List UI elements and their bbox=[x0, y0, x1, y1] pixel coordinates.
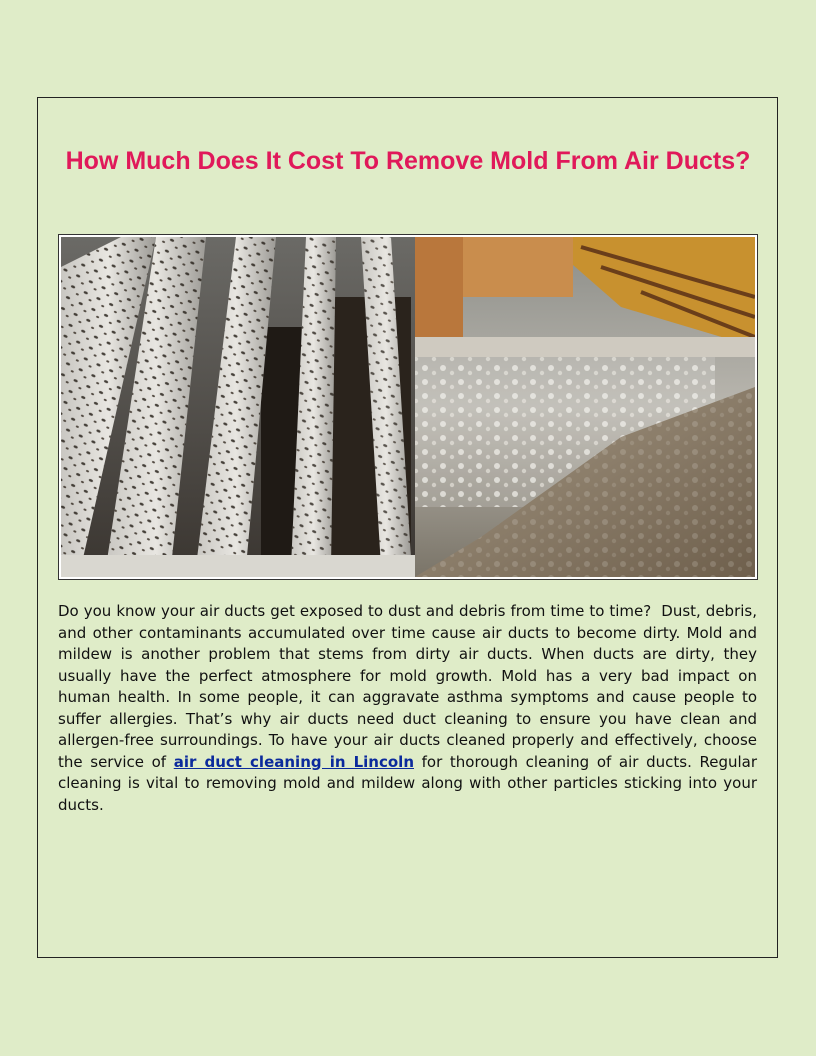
air-duct-cleaning-link[interactable]: air duct cleaning in Lincoln bbox=[173, 752, 415, 771]
mold-photo bbox=[58, 234, 758, 580]
body-text-before-link: Do you know your air ducts get exposed to dust and debris from time to time? Dust, debris, and other contaminants accumulated over time cause air ducts to become dirty. Mold and mildew is another problem that stems from dirty air ducts. When ducts are dirty, they usually have the perfect atmosphere for mold growth. Mold has a very bad impact on human health. In some people, it can aggravate asthma symptoms and cause people to suffer allergies. That’s why air ducts need duct cleaning to ensure you have clean and allergen-free surroundings. To have your air ducts cleaned properly and effectively, choose the service of bbox=[58, 602, 757, 771]
page-title: How Much Does It Cost To Remove Mold From Air Ducts? bbox=[65, 147, 751, 175]
body-text-after-link: for thorough cleaning of air ducts. Regular cleaning is vital to removing mold and mildew along with other particles sticking into your ducts. bbox=[58, 752, 758, 814]
body-paragraph bbox=[58, 601, 757, 816]
